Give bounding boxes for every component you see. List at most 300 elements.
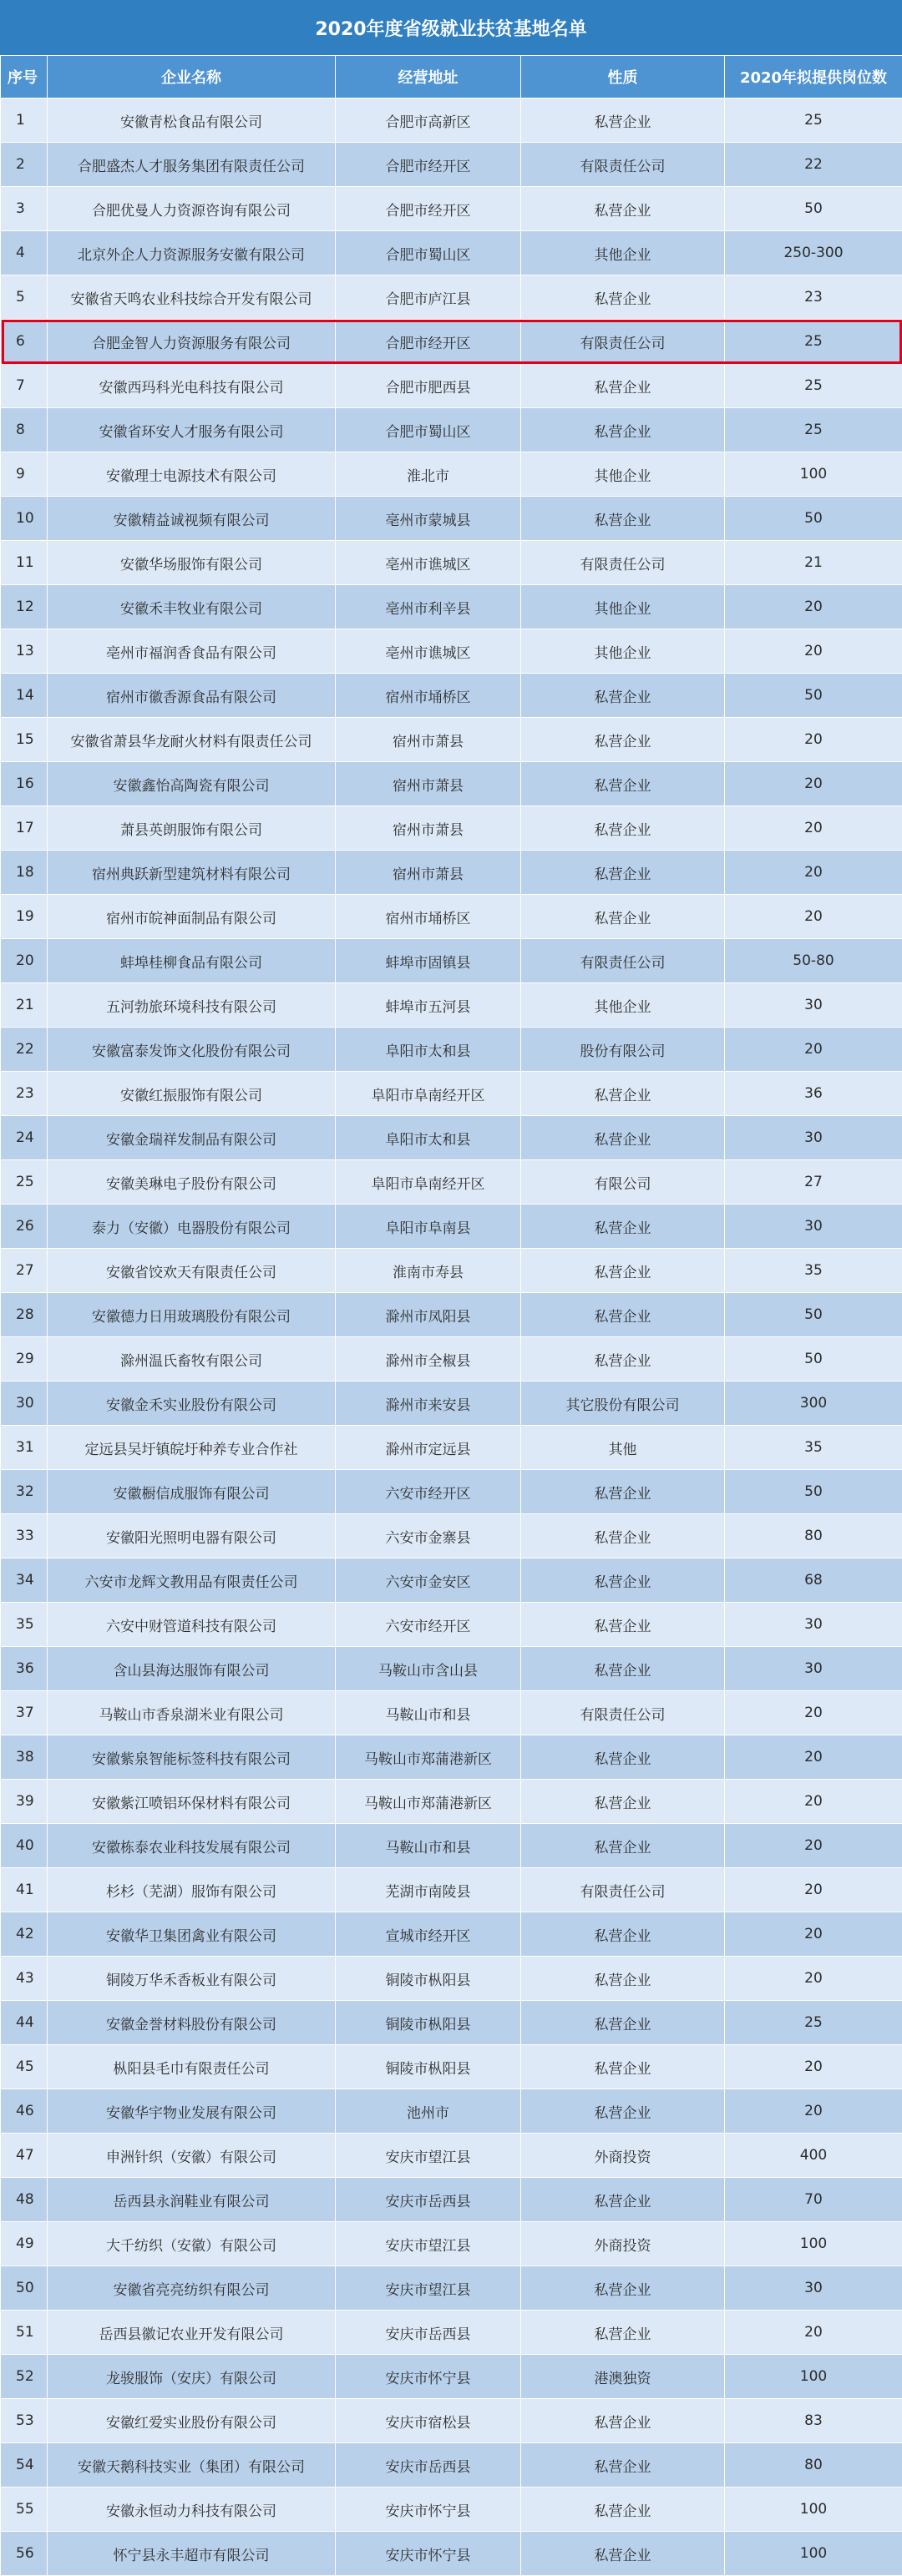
- company-name: 安徽紫泉智能标签科技有限公司: [48, 1735, 336, 1780]
- address: 宣城市经开区: [336, 1912, 521, 1957]
- nature: 其它股份有限公司: [521, 1381, 725, 1426]
- positions: 20: [725, 851, 902, 895]
- positions: 50-80: [725, 939, 902, 983]
- address: 合肥市蜀山区: [336, 231, 521, 275]
- table-row: [1, 718, 902, 762]
- company-name: 大千纺织（安徽）有限公司: [48, 2222, 336, 2266]
- address: 阜阳市阜南县: [336, 1205, 521, 1249]
- nature: 外商投资: [521, 2222, 725, 2266]
- table-row: [1, 98, 902, 143]
- positions: 20: [725, 895, 902, 939]
- nature: 私营企业: [521, 2001, 725, 2045]
- table-row: [1, 895, 902, 939]
- table-row: [1, 2266, 902, 2311]
- table-row: [1, 1868, 902, 1912]
- positions: 100: [725, 2532, 902, 2576]
- table-row: [1, 2089, 902, 2134]
- positions: 83: [725, 2399, 902, 2443]
- nature: 私营企业: [521, 364, 725, 408]
- positions: 20: [725, 585, 902, 629]
- nature: 有限公司: [521, 1160, 725, 1205]
- table-row: [1, 408, 902, 452]
- table-row: [1, 1647, 902, 1691]
- row-seq: 42: [1, 1912, 48, 1957]
- row-seq: 51: [1, 2311, 48, 2355]
- address: 六安市金寨县: [336, 1514, 521, 1558]
- row-seq: 18: [1, 851, 48, 895]
- address: 六安市金安区: [336, 1558, 521, 1603]
- nature: 私营企业: [521, 187, 725, 231]
- nature: 有限责任公司: [521, 1691, 725, 1735]
- company-name: 安徽禾丰牧业有限公司: [48, 585, 336, 629]
- table-row: [1, 674, 902, 718]
- table-row: [1, 2045, 902, 2089]
- row-seq: 48: [1, 2178, 48, 2222]
- address: 铜陵市枞阳县: [336, 1957, 521, 2001]
- nature: 有限责任公司: [521, 541, 725, 585]
- address: 淮北市: [336, 452, 521, 497]
- row-seq: 2: [1, 143, 48, 187]
- address: 六安市经开区: [336, 1603, 521, 1647]
- header-company: 企业名称: [48, 56, 336, 98]
- row-seq: 10: [1, 497, 48, 541]
- row-seq: 34: [1, 1558, 48, 1603]
- row-seq: 7: [1, 364, 48, 408]
- table-row: [1, 1470, 902, 1514]
- table-row: [1, 2443, 902, 2488]
- table-row: [1, 1072, 902, 1116]
- row-seq: 35: [1, 1603, 48, 1647]
- company-name: 安徽省萧县华龙耐火材料有限责任公司: [48, 718, 336, 762]
- address: 滁州市凤阳县: [336, 1293, 521, 1337]
- positions: 70: [725, 2178, 902, 2222]
- company-name: 安徽金誉材料股份有限公司: [48, 2001, 336, 2045]
- positions: 20: [725, 1028, 902, 1072]
- company-name: 安徽美琳电子股份有限公司: [48, 1160, 336, 1205]
- row-seq: 53: [1, 2399, 48, 2443]
- address: 芜湖市南陵县: [336, 1868, 521, 1912]
- company-name: 安徽鑫怡高陶瓷有限公司: [48, 762, 336, 806]
- address: 马鞍山市和县: [336, 1691, 521, 1735]
- nature: 私营企业: [521, 1780, 725, 1824]
- positions: 20: [725, 1780, 902, 1824]
- company-name: 安徽省环安人才服务有限公司: [48, 408, 336, 452]
- company-name: 安徽金禾实业股份有限公司: [48, 1381, 336, 1426]
- positions: 30: [725, 983, 902, 1028]
- row-seq: 21: [1, 983, 48, 1028]
- company-name: 泰力（安徽）电器股份有限公司: [48, 1205, 336, 1249]
- table-row: [1, 1912, 902, 1957]
- row-seq: 32: [1, 1470, 48, 1514]
- nature: 其他企业: [521, 983, 725, 1028]
- company-name: 含山县海达服饰有限公司: [48, 1647, 336, 1691]
- positions: 20: [725, 1912, 902, 1957]
- nature: 其他企业: [521, 231, 725, 275]
- positions: 50: [725, 1470, 902, 1514]
- company-name: 安徽理士电源技术有限公司: [48, 452, 336, 497]
- address: 滁州市定远县: [336, 1426, 521, 1470]
- address: 安庆市怀宁县: [336, 2355, 521, 2399]
- positions: 80: [725, 2443, 902, 2488]
- table-row: [1, 2532, 902, 2576]
- table-row: [1, 364, 902, 408]
- row-seq: 12: [1, 585, 48, 629]
- positions: 30: [725, 2266, 902, 2311]
- row-seq: 39: [1, 1780, 48, 1824]
- nature: 私营企业: [521, 1957, 725, 2001]
- table-row: [1, 275, 902, 320]
- company-name: 马鞍山市香泉湖米业有限公司: [48, 1691, 336, 1735]
- table-row: [1, 1558, 902, 1603]
- nature: 私营企业: [521, 1647, 725, 1691]
- row-seq: 41: [1, 1868, 48, 1912]
- nature: 私营企业: [521, 1116, 725, 1160]
- row-seq: 33: [1, 1514, 48, 1558]
- nature: 私营企业: [521, 1558, 725, 1603]
- company-name: 安徽省饺欢天有限责任公司: [48, 1249, 336, 1293]
- positions: 30: [725, 1116, 902, 1160]
- nature: 私营企业: [521, 1205, 725, 1249]
- company-name: 安徽青松食品有限公司: [48, 98, 336, 143]
- company-name: 安徽天鹅科技实业（集团）有限公司: [48, 2443, 336, 2488]
- header-row: [1, 56, 902, 98]
- row-seq: 47: [1, 2134, 48, 2178]
- row-seq: 50: [1, 2266, 48, 2311]
- nature: 私营企业: [521, 1824, 725, 1868]
- positions: 27: [725, 1160, 902, 1205]
- company-name: 龙骏服饰（安庆）有限公司: [48, 2355, 336, 2399]
- row-seq: 5: [1, 275, 48, 320]
- nature: 私营企业: [521, 806, 725, 851]
- nature: 私营企业: [521, 1912, 725, 1957]
- nature: 私营企业: [521, 2089, 725, 2134]
- row-seq: 56: [1, 2532, 48, 2576]
- company-name: 怀宁县永丰超市有限公司: [48, 2532, 336, 2576]
- positions: 20: [725, 1824, 902, 1868]
- address: 安庆市望江县: [336, 2222, 521, 2266]
- company-name: 安徽德力日用玻璃股份有限公司: [48, 1293, 336, 1337]
- positions: 20: [725, 1868, 902, 1912]
- address: 合肥市经开区: [336, 320, 521, 364]
- row-seq: 4: [1, 231, 48, 275]
- company-name: 宿州市徽香源食品有限公司: [48, 674, 336, 718]
- company-name: 北京外企人力资源服务安徽有限公司: [48, 231, 336, 275]
- table-row: [1, 2355, 902, 2399]
- row-seq: 1: [1, 98, 48, 143]
- address: 滁州市来安县: [336, 1381, 521, 1426]
- company-name: 安徽栋泰农业科技发展有限公司: [48, 1824, 336, 1868]
- positions: 25: [725, 2001, 902, 2045]
- table-row: [1, 1957, 902, 2001]
- positions: 50: [725, 497, 902, 541]
- nature: 私营企业: [521, 762, 725, 806]
- nature: 有限责任公司: [521, 143, 725, 187]
- nature: 私营企业: [521, 718, 725, 762]
- table-title: 2020年度省级就业扶贫基地名单: [0, 0, 902, 55]
- positions: 80: [725, 1514, 902, 1558]
- positions: 20: [725, 1735, 902, 1780]
- poverty-base-table: [0, 55, 902, 2576]
- nature: 其他企业: [521, 629, 725, 674]
- row-seq: 31: [1, 1426, 48, 1470]
- nature: 私营企业: [521, 497, 725, 541]
- company-name: 安徽华场服饰有限公司: [48, 541, 336, 585]
- company-name: 安徽西玛科光电科技有限公司: [48, 364, 336, 408]
- table-row: [1, 1249, 902, 1293]
- row-seq: 11: [1, 541, 48, 585]
- positions: 36: [725, 1072, 902, 1116]
- table-row: [1, 1205, 902, 1249]
- address: 合肥市高新区: [336, 98, 521, 143]
- company-name: 宿州典跃新型建筑材料有限公司: [48, 851, 336, 895]
- positions: 30: [725, 1603, 902, 1647]
- company-name: 岳西县永润鞋业有限公司: [48, 2178, 336, 2222]
- row-seq: 37: [1, 1691, 48, 1735]
- address: 安庆市怀宁县: [336, 2488, 521, 2532]
- company-name: 安徽阳光照明电器有限公司: [48, 1514, 336, 1558]
- row-seq: 46: [1, 2089, 48, 2134]
- positions: 20: [725, 2089, 902, 2134]
- company-name: 定远县吴圩镇皖圩种养专业合作社: [48, 1426, 336, 1470]
- nature: 私营企业: [521, 2311, 725, 2355]
- positions: 100: [725, 2222, 902, 2266]
- nature: 其他企业: [521, 452, 725, 497]
- nature: 私营企业: [521, 1072, 725, 1116]
- nature: 私营企业: [521, 2532, 725, 2576]
- table-row: [1, 1337, 902, 1381]
- address: 马鞍山市郑蒲港新区: [336, 1735, 521, 1780]
- nature: 私营企业: [521, 1735, 725, 1780]
- table-row: [1, 143, 902, 187]
- positions: 20: [725, 806, 902, 851]
- company-name: 合肥金智人力资源服务有限公司: [48, 320, 336, 364]
- nature: 私营企业: [521, 895, 725, 939]
- nature: 股份有限公司: [521, 1028, 725, 1072]
- address: 马鞍山市郑蒲港新区: [336, 1780, 521, 1824]
- address: 合肥市肥西县: [336, 364, 521, 408]
- table-row: [1, 1603, 902, 1647]
- address: 安庆市望江县: [336, 2266, 521, 2311]
- row-seq: 16: [1, 762, 48, 806]
- table-body: [1, 98, 902, 2576]
- nature: 其他企业: [521, 585, 725, 629]
- company-name: 安徽永恒动力科技有限公司: [48, 2488, 336, 2532]
- table-row: [1, 629, 902, 674]
- header-seq: 序号: [1, 56, 48, 98]
- row-seq: 40: [1, 1824, 48, 1868]
- positions: 50: [725, 1337, 902, 1381]
- nature: 私营企业: [521, 2399, 725, 2443]
- nature: 私营企业: [521, 2178, 725, 2222]
- table-row: [1, 2134, 902, 2178]
- nature: 有限责任公司: [521, 939, 725, 983]
- company-name: 枞阳县毛巾有限责任公司: [48, 2045, 336, 2089]
- table-row: [1, 939, 902, 983]
- table-row: [1, 497, 902, 541]
- address: 宿州市萧县: [336, 851, 521, 895]
- row-seq: 22: [1, 1028, 48, 1072]
- address: 合肥市庐江县: [336, 275, 521, 320]
- row-seq: 27: [1, 1249, 48, 1293]
- positions: 400: [725, 2134, 902, 2178]
- nature: 私营企业: [521, 1514, 725, 1558]
- table-row: [1, 1381, 902, 1426]
- address: 安庆市岳西县: [336, 2311, 521, 2355]
- table-row: [1, 1028, 902, 1072]
- address: 亳州市谯城区: [336, 629, 521, 674]
- address: 蚌埠市固镇县: [336, 939, 521, 983]
- address: 六安市经开区: [336, 1470, 521, 1514]
- address: 亳州市蒙城县: [336, 497, 521, 541]
- company-name: 安徽精益诚视频有限公司: [48, 497, 336, 541]
- row-seq: 13: [1, 629, 48, 674]
- positions: 250-300: [725, 231, 902, 275]
- table-row: [1, 1735, 902, 1780]
- address: 阜阳市阜南经开区: [336, 1160, 521, 1205]
- row-seq: 14: [1, 674, 48, 718]
- table-row: [1, 1293, 902, 1337]
- nature: 私营企业: [521, 2443, 725, 2488]
- company-name: 安徽紫江喷铝环保材料有限公司: [48, 1780, 336, 1824]
- address: 滁州市全椒县: [336, 1337, 521, 1381]
- address: 合肥市蜀山区: [336, 408, 521, 452]
- positions: 50: [725, 187, 902, 231]
- nature: 私营企业: [521, 275, 725, 320]
- address: 宿州市萧县: [336, 806, 521, 851]
- address: 合肥市经开区: [336, 143, 521, 187]
- table-row: [1, 2399, 902, 2443]
- nature: 私营企业: [521, 2045, 725, 2089]
- address: 安庆市岳西县: [336, 2443, 521, 2488]
- positions: 20: [725, 2045, 902, 2089]
- row-seq: 23: [1, 1072, 48, 1116]
- nature: 外商投资: [521, 2134, 725, 2178]
- address: 安庆市岳西县: [336, 2178, 521, 2222]
- address: 铜陵市枞阳县: [336, 2045, 521, 2089]
- table-row: [1, 806, 902, 851]
- table-row: [1, 851, 902, 895]
- row-seq: 8: [1, 408, 48, 452]
- nature: 其他: [521, 1426, 725, 1470]
- positions: 25: [725, 408, 902, 452]
- positions: 100: [725, 452, 902, 497]
- address: 阜阳市阜南经开区: [336, 1072, 521, 1116]
- nature: 私营企业: [521, 98, 725, 143]
- positions: 25: [725, 320, 902, 364]
- company-name: 安徽省天鸣农业科技综合开发有限公司: [48, 275, 336, 320]
- positions: 100: [725, 2355, 902, 2399]
- address: 亳州市利辛县: [336, 585, 521, 629]
- address: 阜阳市太和县: [336, 1116, 521, 1160]
- company-name: 蚌埠桂柳食品有限公司: [48, 939, 336, 983]
- row-seq: 43: [1, 1957, 48, 2001]
- positions: 300: [725, 1381, 902, 1426]
- company-name: 申洲针织（安徽）有限公司: [48, 2134, 336, 2178]
- address: 马鞍山市含山县: [336, 1647, 521, 1691]
- company-name: 亳州市福润香食品有限公司: [48, 629, 336, 674]
- company-name: 铜陵万华禾香板业有限公司: [48, 1957, 336, 2001]
- address: 宿州市萧县: [336, 718, 521, 762]
- row-seq: 30: [1, 1381, 48, 1426]
- positions: 50: [725, 1293, 902, 1337]
- table-row: [1, 452, 902, 497]
- row-seq: 54: [1, 2443, 48, 2488]
- address: 安庆市宿松县: [336, 2399, 521, 2443]
- positions: 20: [725, 629, 902, 674]
- address: 安庆市怀宁县: [336, 2532, 521, 2576]
- row-seq: 15: [1, 718, 48, 762]
- row-seq: 17: [1, 806, 48, 851]
- nature: 私营企业: [521, 1249, 725, 1293]
- header-positions: 2020年拟提供岗位数: [725, 56, 902, 98]
- row-seq: 38: [1, 1735, 48, 1780]
- table-row: [1, 1514, 902, 1558]
- address: 合肥市经开区: [336, 187, 521, 231]
- table-row: [1, 983, 902, 1028]
- address: 宿州市萧县: [336, 762, 521, 806]
- positions: 20: [725, 1691, 902, 1735]
- nature: 有限责任公司: [521, 320, 725, 364]
- row-seq: 6: [1, 320, 48, 364]
- row-seq: 9: [1, 452, 48, 497]
- company-name: 安徽橱信成服饰有限公司: [48, 1470, 336, 1514]
- address: 淮南市寿县: [336, 1249, 521, 1293]
- positions: 30: [725, 1205, 902, 1249]
- positions: 25: [725, 98, 902, 143]
- table-row: [1, 320, 902, 364]
- company-name: 安徽省亮亮纺织有限公司: [48, 2266, 336, 2311]
- nature: 私营企业: [521, 1337, 725, 1381]
- company-name: 合肥优曼人力资源咨询有限公司: [48, 187, 336, 231]
- positions: 68: [725, 1558, 902, 1603]
- company-name: 宿州市皖神面制品有限公司: [48, 895, 336, 939]
- address: 铜陵市枞阳县: [336, 2001, 521, 2045]
- table-row: [1, 187, 902, 231]
- nature: 私营企业: [521, 1293, 725, 1337]
- table-row: [1, 1160, 902, 1205]
- positions: 35: [725, 1249, 902, 1293]
- nature: 港澳独资: [521, 2355, 725, 2399]
- company-name: 安徽富泰发饰文化股份有限公司: [48, 1028, 336, 1072]
- row-seq: 26: [1, 1205, 48, 1249]
- table-row: [1, 2311, 902, 2355]
- row-seq: 3: [1, 187, 48, 231]
- positions: 100: [725, 2488, 902, 2532]
- table-row: [1, 585, 902, 629]
- positions: 25: [725, 364, 902, 408]
- address: 蚌埠市五河县: [336, 983, 521, 1028]
- nature: 有限责任公司: [521, 1868, 725, 1912]
- company-name: 六安市龙辉文教用品有限责任公司: [48, 1558, 336, 1603]
- positions: 20: [725, 2311, 902, 2355]
- row-seq: 52: [1, 2355, 48, 2399]
- address: 亳州市谯城区: [336, 541, 521, 585]
- address: 安庆市望江县: [336, 2134, 521, 2178]
- nature: 私营企业: [521, 408, 725, 452]
- positions: 20: [725, 762, 902, 806]
- positions: 35: [725, 1426, 902, 1470]
- row-seq: 19: [1, 895, 48, 939]
- row-seq: 45: [1, 2045, 48, 2089]
- positions: 50: [725, 674, 902, 718]
- table-row: [1, 2488, 902, 2532]
- positions: 20: [725, 718, 902, 762]
- row-seq: 29: [1, 1337, 48, 1381]
- nature: 私营企业: [521, 2266, 725, 2311]
- table-row: [1, 2222, 902, 2266]
- table-row: [1, 231, 902, 275]
- address: 池州市: [336, 2089, 521, 2134]
